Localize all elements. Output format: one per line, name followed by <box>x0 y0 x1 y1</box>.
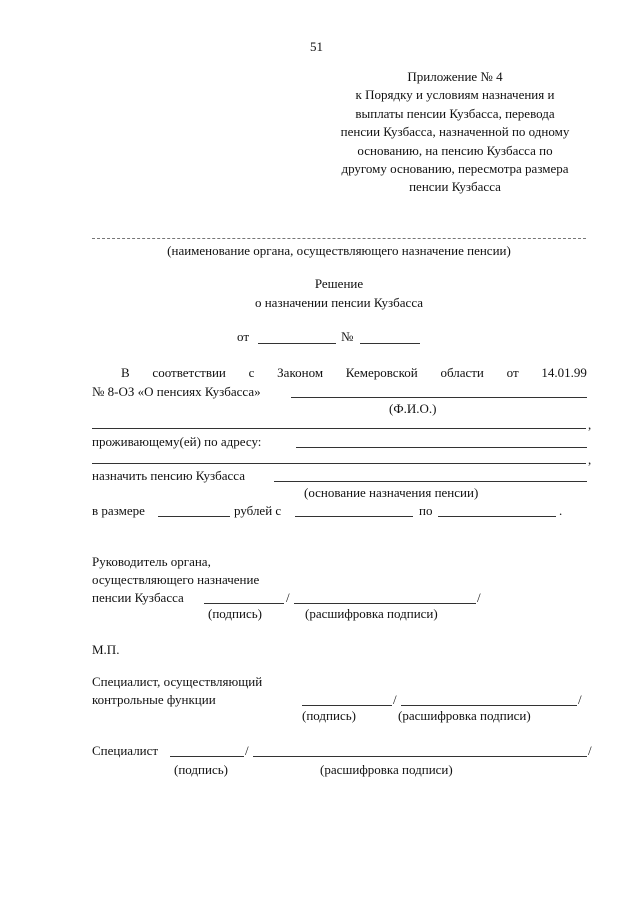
slash: / <box>477 590 481 605</box>
head-title-line: осуществляющего назначение <box>92 572 260 587</box>
organ-name-line <box>92 238 586 239</box>
control-signature-line <box>302 705 392 706</box>
decoding-caption: (расшифровка подписи) <box>398 708 531 723</box>
law-line: № 8-ОЗ «О пенсиях Кузбасса» <box>92 384 261 399</box>
decision-subtitle: о назначении пенсии Кузбасса <box>254 295 424 310</box>
appendix-line: Приложение № 4 <box>407 69 503 84</box>
slash: / <box>245 743 249 758</box>
appendix-line: пенсии Кузбасса <box>409 179 501 195</box>
address-line <box>296 447 587 448</box>
appendix-header <box>310 68 600 197</box>
para-word: области <box>440 365 484 380</box>
basis-caption: (основание назначения пенсии) <box>304 485 479 500</box>
date-line <box>258 343 336 344</box>
para-word: 14.01.99 <box>541 365 587 380</box>
specialist-signature-line <box>170 756 244 757</box>
head-decoding-line <box>294 603 476 604</box>
slash: / <box>588 743 592 758</box>
comma: , <box>588 417 592 432</box>
rubles-from-label: рублей с <box>234 503 282 518</box>
date-label: от <box>237 329 250 344</box>
amount-line <box>158 516 230 517</box>
para-word: с <box>248 365 255 380</box>
para-word: Законом <box>277 365 324 380</box>
organ-caption: (наименование органа, осуществляющего назначение пенсии) <box>167 243 511 258</box>
specialist-label: Специалист <box>92 743 159 758</box>
basis-line <box>274 481 587 482</box>
appendix-line: основанию, на пенсию Кузбасса по <box>357 142 553 158</box>
signature-caption: (подпись) <box>174 762 228 777</box>
para-word: Кемеровской <box>345 365 418 380</box>
specialist-decoding-line <box>253 756 587 757</box>
control-specialist-line: контрольные функции <box>92 692 216 707</box>
address-continuation-line <box>92 463 586 464</box>
comma: , <box>588 452 592 467</box>
from-date-line <box>295 516 413 517</box>
fio-continuation-line <box>92 428 586 429</box>
seal-placeholder: М.П. <box>92 642 120 657</box>
slash: / <box>286 590 290 605</box>
para-word: соответствии <box>152 365 226 380</box>
fio-caption: (Ф.И.О.) <box>389 401 437 416</box>
para-word: от <box>506 365 519 380</box>
appendix-line: к Порядку и условиям назначения и <box>355 87 555 103</box>
signature-caption: (подпись) <box>302 708 356 723</box>
para-word: В <box>121 365 130 380</box>
decoding-caption: (расшифровка подписи) <box>305 606 438 621</box>
law-paragraph <box>121 366 587 379</box>
amount-label: в размере <box>92 503 145 518</box>
decoding-caption: (расшифровка подписи) <box>320 762 453 777</box>
page-number: 51 <box>310 39 323 54</box>
appendix-line: выплаты пенсии Кузбасса, перевода <box>355 105 555 121</box>
fio-line <box>291 397 587 398</box>
slash: / <box>393 692 397 707</box>
to-label: по <box>419 503 433 518</box>
appendix-line: другому основанию, пересмотра размера <box>341 161 569 177</box>
appendix-line: пенсии Кузбасса, назначенной по одному <box>340 124 570 140</box>
number-line <box>360 343 420 344</box>
signature-caption: (подпись) <box>208 606 262 621</box>
period: . <box>559 503 563 518</box>
control-decoding-line <box>401 705 577 706</box>
number-label: № <box>341 329 354 344</box>
head-title-line: пенсии Кузбасса <box>92 590 184 605</box>
head-title-line: Руководитель органа, <box>92 554 211 569</box>
slash: / <box>578 692 582 707</box>
decision-title: Решение <box>314 276 364 291</box>
assign-label: назначить пенсию Кузбасса <box>92 468 245 483</box>
head-signature-line <box>204 603 284 604</box>
address-label: проживающему(ей) по адресу: <box>92 434 262 449</box>
to-date-line <box>438 516 556 517</box>
control-specialist-line: Специалист, осуществляющий <box>92 674 263 689</box>
